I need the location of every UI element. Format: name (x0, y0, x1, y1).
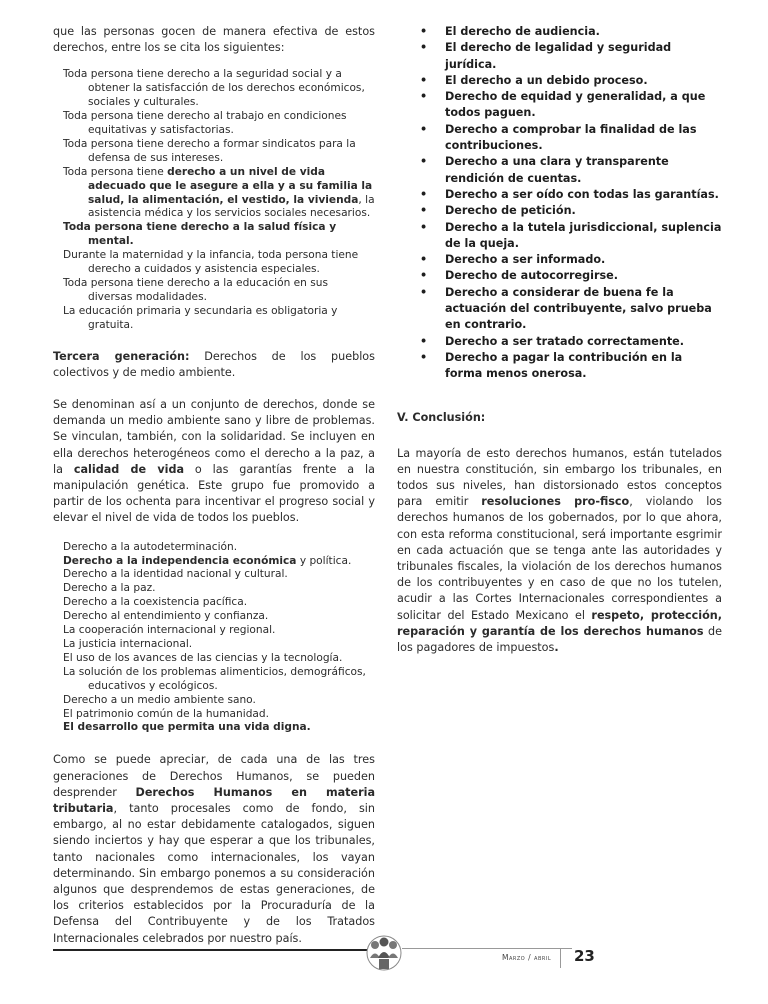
text-run: El patrimonio común de la humanidad. (63, 707, 270, 720)
text-run: La mayoría de esto derechos humanos, están tutelados en nuestra constitución, sin embargo los tribunales, en todos sus niveles, han distorsionado estos conceptos para emitir (397, 446, 722, 509)
text-run: , tanto procesales como de fondo, sin embargo, al no estar debidamente catalogados, siguen siendo inciertos y hay que esperar a que los tribunales, tanto nacionales como internacionales, los vayan determinando. Sin embargo ponemos a su consideración algunos que desprendemos de estas generaciones, de los criterios establecidos por la Procuraduría de la Defensa del Contribuyente y de los Tratados Internacionales celebrados por nuestro país. (53, 801, 375, 945)
third-generation-description (53, 397, 375, 527)
bold-text: calidad de vida (73, 462, 185, 476)
text-run: , la asistencia médica y los servicios sociales necesarios. (88, 193, 375, 220)
text-run: El uso de los avances de las ciencias y la tecnología. (63, 651, 343, 664)
text-run: La cooperación internacional y regional. (63, 624, 276, 637)
text-run: Derecho a la autodeterminación. (63, 540, 238, 553)
collective-right-item (63, 541, 375, 555)
collective-right-item (63, 652, 375, 666)
taxpayer-right-item: • Derecho a considerar de buena fe la actuación del contribuyente, salvo prueba en contrario. (397, 285, 722, 334)
social-right-item (63, 166, 375, 222)
taxpayer-right-item: • Derecho a ser tratado correctamente. (397, 334, 722, 350)
taxpayer-right-item: • Derecho a comprobar la finalidad de las contribuciones. (397, 122, 722, 155)
bold-text: Toda persona tiene derecho a la salud física y mental. (63, 221, 337, 248)
bold-text: Derechos Humanos en materia tributaria (53, 785, 375, 815)
text-run: Derechos de los pueblos colectivos y de medio ambiente. (53, 349, 375, 379)
conclusion-heading: V. Conclusión: (397, 410, 486, 424)
text-run: La solución de los problemas alimenticios, demográficos, educativos y ecológicos. (63, 665, 366, 692)
social-right-item (63, 249, 375, 277)
text-run: Derecho a la identidad nacional y cultural. (63, 568, 288, 581)
text-run: Toda persona tiene derecho a la educación en sus diversas modalidades. (63, 277, 329, 303)
bold-text: . (554, 640, 559, 654)
closing-paragraph (53, 752, 375, 946)
bold-text: resoluciones pro-fisco (481, 495, 630, 509)
collective-right-item (63, 568, 375, 582)
collective-right-item (63, 708, 375, 722)
footer-rule (53, 949, 373, 951)
collective-right-item (63, 638, 375, 652)
collective-right-item (63, 624, 375, 638)
text-run: Se denominan así a un conjunto de derechos, donde se demanda un medio ambiente sano y libre de problemas. Se vinculan, también, con la solidaridad. Se incluyen en ella derechos heterogéneos como el derecho a la paz, a la (53, 398, 375, 476)
text-run: y política. (296, 554, 352, 567)
footer-vertical-rule (560, 948, 561, 968)
text-run: La educación primaria y secundaria es obligatoria y gratuita. (63, 304, 338, 331)
footer-thin-rule (402, 948, 572, 949)
taxpayer-right-item: • Derecho a pagar la contribución en la forma menos onerosa. (397, 350, 722, 383)
text-run: de los pagadores de impuestos (397, 624, 722, 654)
taxpayer-rights-list (397, 24, 722, 383)
bold-text: El desarrollo que permita una vida digna. (63, 721, 311, 734)
social-right-item (63, 277, 375, 305)
text-run: Derecho a un medio ambiente sano. (63, 693, 256, 706)
collective-right-item (63, 582, 375, 596)
left-column (53, 24, 375, 947)
taxpayer-right-item: • Derecho a una clara y transparente rendición de cuentas. (397, 154, 722, 187)
text-run: , violando los derechos humanos de los gobernados, por lo que ahora, con esta reforma constitucional, será importante esgrimir en cada actuación que se tenga ante las autoridades y tribunales fiscales, la violación de los derechos humanos de los contribuyentes y en caso de que no los tutelen, acudir a las Cortes Internacionales correspondientes a solicitar del Estado Mexicano el (397, 495, 722, 622)
bold-text: derecho a un nivel de vida adecuado que le asegure a ella y a su familia la salud, la alimentación, el vestido, la vivienda (88, 165, 373, 206)
taxpayer-right-item: • Derecho de petición. (397, 203, 722, 219)
text-run: Derecho a la coexistencia pacífica. (63, 596, 248, 609)
collective-right-item (63, 610, 375, 624)
taxpayer-right-item: • Derecho a ser informado. (397, 252, 722, 268)
social-right-item (63, 221, 375, 249)
page-number: 23 (574, 947, 595, 965)
text-run: Toda persona tiene derecho a la seguridad social y a obtener la satisfacción de los derechos económicos, sociales y culturales. (63, 68, 365, 109)
social-right-item (63, 110, 375, 138)
text-run: Toda persona tiene (63, 165, 168, 178)
intro-paragraph: que las personas gocen de manera efectiva de estos derechos, entre los se cita los siguientes: (53, 25, 375, 55)
social-right-item (63, 138, 375, 166)
text-run: o las garantías frente a la manipulación genética. Este grupo fue promovido a partir de los ochenta para incentivar el progreso social y elevar el nivel de vida de todos los pueblos. (53, 462, 375, 525)
taxpayer-right-item: • Derecho de autocorregirse. (397, 268, 722, 284)
collective-right-item (63, 694, 375, 708)
collective-right-item (63, 666, 375, 694)
social-right-item (63, 68, 375, 110)
taxpayer-right-item: • Derecho a ser oído con todas las garantías. (397, 187, 722, 203)
taxpayer-right-item: • Derecho de equidad y generalidad, a que todos paguen. (397, 89, 722, 122)
conclusion-paragraph (397, 446, 722, 657)
taxpayer-right-item: • El derecho de legalidad y seguridad jurídica. (397, 40, 722, 73)
text-run: Derecho al entendimiento y confianza. (63, 610, 269, 623)
issue-month: Marzo / abril (502, 953, 552, 962)
social-right-item (63, 305, 375, 333)
collective-rights-list (53, 541, 375, 736)
taxpayer-right-item: • El derecho de audiencia. (397, 24, 722, 40)
collective-right-item (63, 721, 375, 735)
bold-text: Derecho a la independencia económica (63, 554, 297, 567)
bold-text: Tercera generación: (53, 349, 190, 363)
text-run: Toda persona tiene derecho al trabajo en condiciones equitativas y satisfactorias. (63, 110, 347, 137)
text-run: La justicia internacional. (63, 638, 193, 650)
people-logo-icon (364, 932, 404, 974)
collective-right-item (63, 596, 375, 610)
text-run: Como se puede apreciar, de cada una de las tres generaciones de Derechos Humanos, se pueden desprender (53, 753, 375, 799)
text-run: Durante la maternidad y la infancia, toda persona tiene derecho a cuidados y asistencia especiales. (63, 249, 359, 276)
taxpayer-right-item: • Derecho a la tutela jurisdiccional, suplencia de la queja. (397, 220, 722, 253)
right-column (397, 24, 722, 656)
text-run: Toda persona tiene derecho a formar sindicatos para la defensa de sus intereses. (63, 137, 356, 164)
collective-right-item (63, 555, 375, 569)
social-rights-list (53, 68, 375, 332)
taxpayer-right-item: • El derecho a un debido proceso. (397, 73, 722, 89)
bold-text: respeto, protección, reparación y garantía de los derechos humanos (397, 608, 722, 638)
text-run: Derecho a la paz. (63, 582, 156, 595)
third-generation-heading (53, 349, 375, 381)
